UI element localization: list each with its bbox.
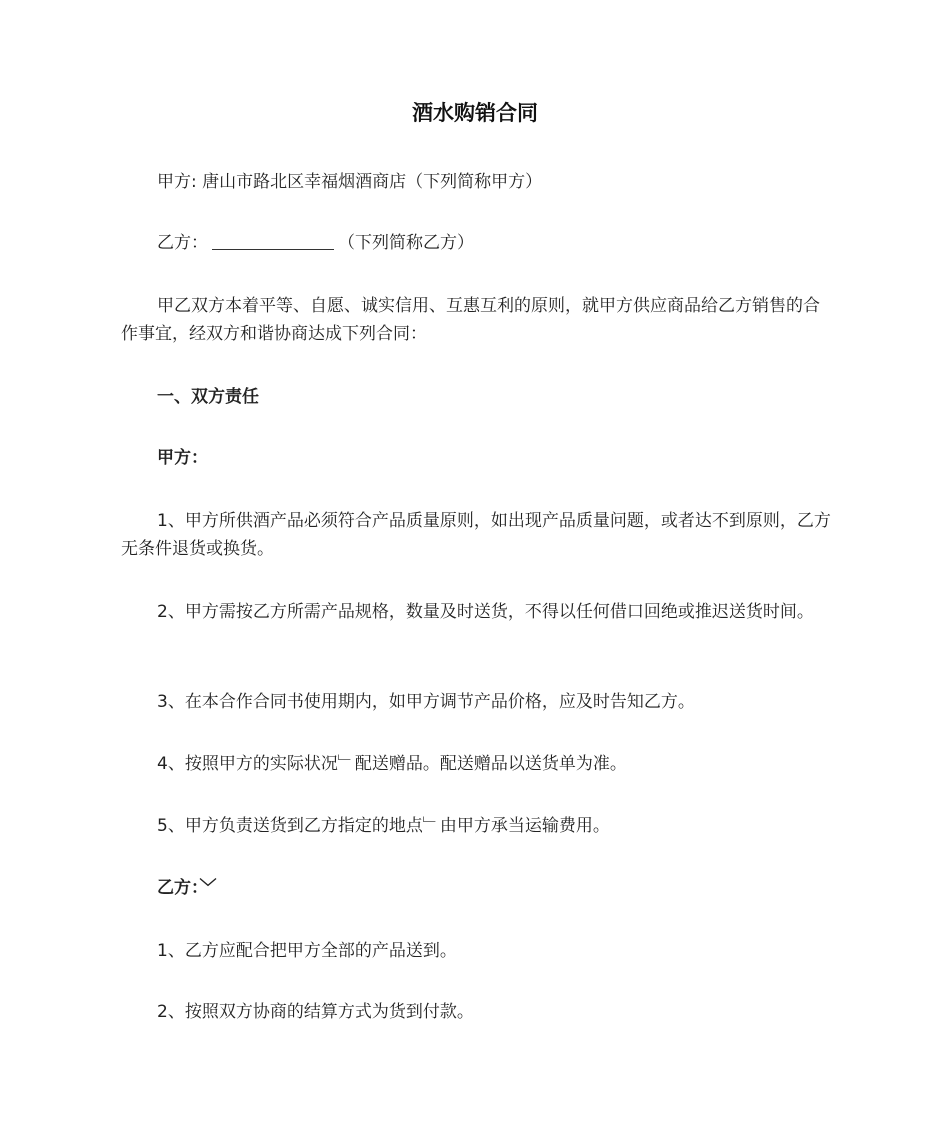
party-b-line <box>121 229 836 257</box>
party-a-item: 4、按照甲方的实际状况﹂配送赠品。配送赠品以送货单为准。 <box>157 754 627 774</box>
party-a-item: 3、在本合作合同书使用期内，如甲方调节产品价格，应及时告知乙方。 <box>157 692 695 712</box>
party-b-suffix: （下列简称乙方） <box>338 233 474 253</box>
intro-paragraph: 甲乙双方本着平等、自愿、诚实信用、互惠互利的原则，就甲方供应商品给乙方销售的合作事宜，经双方和谐协商达成下列合同： <box>121 296 820 344</box>
party-b-item: 1、乙方应配合把甲方全部的产品送到。 <box>157 941 457 961</box>
party-a-item: 1、甲方所供酒产品必须符合产品质量原则，如出现产品质量问题，或者达不到原则，乙方无条件退货或换货。 <box>121 511 831 559</box>
party-a-item: 5、甲方负责送货到乙方指定的地点﹂由甲方承当运输费用。 <box>157 816 610 836</box>
party-b-blank <box>212 231 334 250</box>
party-a-line: 甲方: 唐山市路北区幸福烟酒商店（下列简称甲方） <box>157 172 543 192</box>
party-a-heading: 甲方： <box>157 448 208 468</box>
party-b-heading: 乙方：﹀ <box>157 878 217 898</box>
party-b-prefix: 乙方： <box>157 233 208 253</box>
party-b-item: 2、按照双方协商的结算方式为货到付款。 <box>157 1002 474 1022</box>
section-heading: 一、双方责任 <box>157 387 259 407</box>
party-a-item: 2、甲方需按乙方所需产品规格，数量及时送货，不得以任何借口回绝或推迟送货时间。 <box>157 602 814 622</box>
document-title: 酒水购销合同 <box>412 101 538 125</box>
